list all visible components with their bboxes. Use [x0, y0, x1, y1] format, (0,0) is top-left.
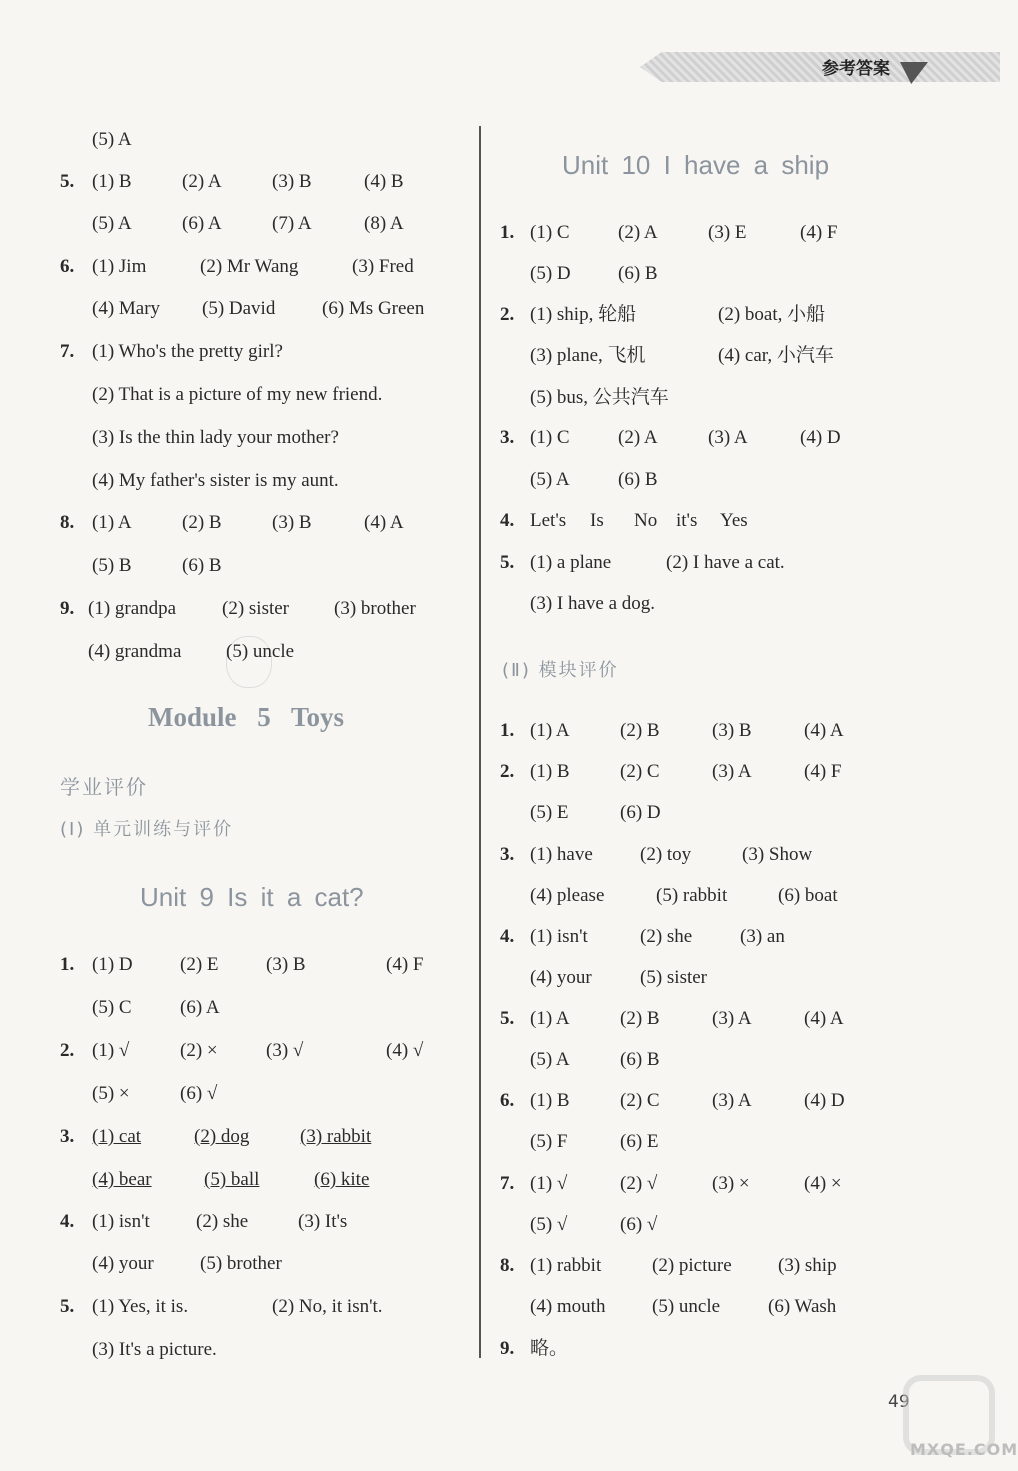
- question-number: 1.: [500, 720, 515, 741]
- answer-item: (4) A: [804, 1008, 844, 1029]
- answer-item: No: [634, 510, 658, 531]
- answer-item: (1) √: [92, 1040, 130, 1061]
- answer-item: (2) ×: [180, 1040, 218, 1061]
- answer-item: (2) A: [618, 427, 658, 448]
- watermark-text: MXQE.COM: [910, 1440, 1018, 1459]
- answer-item: (6) B: [618, 263, 658, 284]
- answer-item: (2) A: [618, 222, 658, 243]
- answer-item: (5) uncle: [652, 1296, 721, 1317]
- answer-item: (2) B: [620, 1008, 660, 1029]
- answer-item: (4) Mary: [92, 298, 161, 319]
- answer-item: (3) ×: [712, 1173, 750, 1194]
- sub-title-module-eval: (Ⅱ) 模块评价: [502, 660, 619, 681]
- answer-item: (1) Yes, it is.: [92, 1296, 189, 1317]
- answer-item: (3) rabbit: [300, 1126, 372, 1147]
- question-number: 5.: [60, 1296, 75, 1317]
- answer-item: Yes: [720, 510, 748, 531]
- question-number: 3.: [500, 427, 515, 448]
- answer-item: (2) C: [620, 761, 660, 782]
- answer-item: (2) sister: [222, 598, 290, 619]
- question-number: 8.: [60, 512, 75, 533]
- answer-item: (1) isn't: [530, 926, 588, 947]
- answer-item: (2) A: [182, 171, 222, 192]
- answer-item: (4) mouth: [530, 1296, 606, 1317]
- answer-item: (2) E: [180, 954, 219, 975]
- answer-item: (1) isn't: [92, 1211, 150, 1232]
- answer-item: (1) A: [92, 512, 132, 533]
- question-number: 4.: [500, 510, 515, 531]
- question-number: 2.: [60, 1040, 75, 1061]
- question-number: 6.: [60, 256, 75, 277]
- answer-item: (1) Who's the pretty girl?: [92, 341, 283, 362]
- answer-item: (6) A: [182, 213, 222, 234]
- answer-item: (1) ship, 轮船: [530, 304, 637, 325]
- answer-item: (1) rabbit: [530, 1255, 602, 1276]
- answer-item: (4) F: [386, 954, 424, 975]
- answer-item: (4) bear: [92, 1169, 152, 1190]
- answer-item: (3) B: [272, 512, 312, 533]
- answer-item: (5) E: [530, 802, 569, 823]
- question-number: 8.: [500, 1255, 515, 1276]
- answer-item: (3) Fred: [352, 256, 414, 277]
- answer-item: (6) Wash: [768, 1296, 837, 1317]
- answer-item: Let's: [530, 510, 567, 531]
- answer-item: (2) B: [620, 720, 660, 741]
- answer-item: it's: [676, 510, 698, 531]
- answer-item: (3) It's: [298, 1211, 348, 1232]
- answer-item: (6) E: [620, 1131, 659, 1152]
- answer-item: (2) she: [196, 1211, 249, 1232]
- column-divider: [479, 126, 481, 1358]
- answer-item: (1) B: [530, 761, 570, 782]
- answer-item: (1) D: [92, 954, 133, 975]
- question-number: 5.: [60, 171, 75, 192]
- answer-item: (5) ×: [92, 1083, 130, 1104]
- answer-item: (6) B: [620, 1049, 660, 1070]
- answer-item: (3) plane, 飞机: [530, 345, 646, 366]
- answer-item: (4) B: [364, 171, 404, 192]
- answer-item: (1) B: [530, 1090, 570, 1111]
- answer-item: (3) ship: [778, 1255, 837, 1276]
- answer-item: (3) E: [708, 222, 747, 243]
- answer-item: (3) It's a picture.: [92, 1339, 217, 1360]
- answer-item: (4) your: [92, 1253, 154, 1274]
- answer-item: (4) A: [804, 720, 844, 741]
- header-band: [640, 52, 1000, 82]
- unit9-title: Unit 9 Is it a cat?: [140, 882, 364, 912]
- answer-item: (2) boat, 小船: [718, 304, 826, 325]
- question-number: 1.: [60, 954, 75, 975]
- answer-item: 略。: [530, 1338, 569, 1359]
- answer-item: (5) C: [92, 997, 132, 1018]
- answer-item: (3) A: [712, 761, 752, 782]
- answer-item: (1) A: [530, 720, 570, 741]
- answer-item: (1) B: [92, 171, 132, 192]
- answer-item: (5) A: [92, 213, 132, 234]
- question-number: 4.: [60, 1211, 75, 1232]
- answer-item: (5) B: [92, 555, 132, 576]
- answer-item: (4) A: [364, 512, 404, 533]
- answer-item: (5) F: [530, 1131, 568, 1152]
- question-number: 2.: [500, 304, 515, 325]
- answer-item: (5) David: [202, 298, 276, 319]
- answer-item: (2) C: [620, 1090, 660, 1111]
- answer-item: (3) brother: [334, 598, 416, 619]
- answer-item: (5) A: [530, 1049, 570, 1070]
- answer-item: (1) Jim: [92, 256, 147, 277]
- answer-item: (1) C: [530, 222, 570, 243]
- answer-item: (6) √: [180, 1083, 218, 1104]
- sub-title-unit-training: (Ⅰ) 单元训练与评价: [60, 819, 234, 840]
- answer-item: (5) uncle: [226, 641, 295, 662]
- answer-item: (1) a plane: [530, 552, 612, 573]
- answer-item: (4) F: [804, 761, 842, 782]
- answer-item: (1) grandpa: [88, 598, 177, 619]
- answer-item: (6) Ms Green: [322, 298, 425, 319]
- answer-item: (5) A: [92, 129, 132, 150]
- question-number: 6.: [500, 1090, 515, 1111]
- answer-item: (3) Is the thin lady your mother?: [92, 427, 339, 448]
- answer-item: (5) brother: [200, 1253, 282, 1274]
- page-number: 49: [888, 1392, 910, 1412]
- answer-item: (6) D: [620, 802, 661, 823]
- answer-item: (2) she: [640, 926, 693, 947]
- answer-item: (2) Mr Wang: [200, 256, 299, 277]
- question-number: 4.: [500, 926, 515, 947]
- answer-item: (4) ×: [804, 1173, 842, 1194]
- answer-item: (3) B: [266, 954, 306, 975]
- answer-item: (1) C: [530, 427, 570, 448]
- answer-item: (4) car, 小汽车: [718, 345, 834, 366]
- answer-item: (2) picture: [652, 1255, 732, 1276]
- answer-item: (4) D: [804, 1090, 845, 1111]
- answer-item: (4) D: [800, 427, 841, 448]
- question-number: 3.: [500, 844, 515, 865]
- answer-item: (3) B: [712, 720, 752, 741]
- answer-item: (1) cat: [92, 1126, 142, 1147]
- answer-item: (5) bus, 公共汽车: [530, 387, 669, 408]
- answer-item: (6) B: [618, 469, 658, 490]
- answer-item: (6) boat: [778, 885, 838, 906]
- answer-item: (2) toy: [640, 844, 692, 865]
- answer-item: (3) I have a dog.: [530, 593, 656, 614]
- answer-item: (3) A: [708, 427, 748, 448]
- answer-item: (2) No, it isn't.: [272, 1296, 383, 1317]
- answer-item: (6) kite: [314, 1169, 370, 1190]
- answer-item: (5) A: [530, 469, 570, 490]
- answer-item: (5) sister: [640, 967, 708, 988]
- answer-item: (4) √: [386, 1040, 424, 1061]
- answer-item: (4) My father's sister is my aunt.: [92, 470, 339, 491]
- answer-item: (5) ball: [204, 1169, 260, 1190]
- answer-item: (4) please: [530, 885, 605, 906]
- answer-item: (5) rabbit: [656, 885, 728, 906]
- question-number: 9.: [60, 598, 75, 619]
- answer-item: (8) A: [364, 213, 404, 234]
- question-number: 5.: [500, 552, 515, 573]
- answer-item: (6) √: [620, 1214, 658, 1235]
- answer-item: (2) That is a picture of my new friend.: [92, 384, 383, 405]
- answer-item: (4) grandma: [88, 641, 182, 662]
- answer-item: (6) B: [182, 555, 222, 576]
- question-number: 5.: [500, 1008, 515, 1029]
- answer-item: (3) an: [740, 926, 785, 947]
- answer-item: (2) dog: [194, 1126, 250, 1147]
- answer-item: (2) √: [620, 1173, 658, 1194]
- answer-item: (5) D: [530, 263, 571, 284]
- question-number: 2.: [500, 761, 515, 782]
- unit10-title: Unit 10 I have a ship: [562, 150, 830, 180]
- answer-item: (3) B: [272, 171, 312, 192]
- answer-item: (1) √: [530, 1173, 568, 1194]
- question-number: 7.: [60, 341, 75, 362]
- answer-item: (4) F: [800, 222, 838, 243]
- header-label: 参考答案: [822, 59, 890, 79]
- answer-item: (2) I have a cat.: [666, 552, 785, 573]
- answer-item: Is: [590, 510, 604, 531]
- answer-item: (3) √: [266, 1040, 304, 1061]
- question-number: 3.: [60, 1126, 75, 1147]
- answer-item: (7) A: [272, 213, 312, 234]
- answer-item: (4) your: [530, 967, 592, 988]
- answer-item: (3) A: [712, 1090, 752, 1111]
- answer-item: (6) A: [180, 997, 220, 1018]
- answer-item: (2) B: [182, 512, 222, 533]
- answer-item: (5) √: [530, 1214, 568, 1235]
- answer-item: (3) Show: [742, 844, 813, 865]
- question-number: 7.: [500, 1173, 515, 1194]
- question-number: 9.: [500, 1338, 515, 1359]
- answer-item: (3) A: [712, 1008, 752, 1029]
- answer-item: (1) have: [530, 844, 593, 865]
- module-title: Module 5 Toys: [148, 702, 345, 732]
- question-number: 1.: [500, 222, 515, 243]
- answer-item: (1) A: [530, 1008, 570, 1029]
- section-title: 学业评价: [60, 775, 148, 799]
